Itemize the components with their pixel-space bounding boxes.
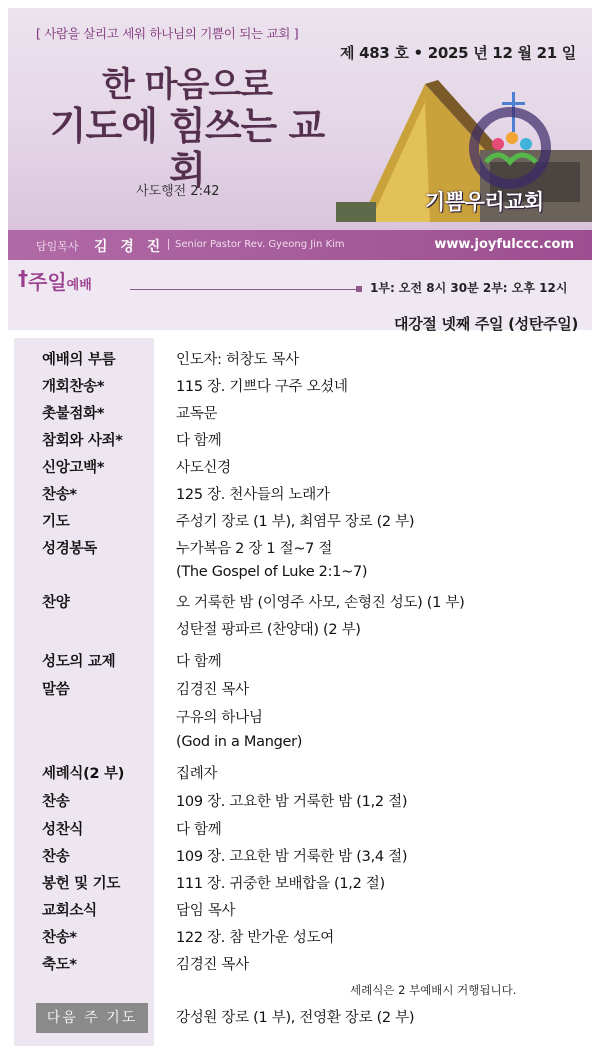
- order-row: [0, 926, 600, 952]
- divider-line: [130, 289, 358, 290]
- pastor-role: 담임목사: [36, 240, 79, 253]
- order-value: (The Gospel of Luke 2:1~7): [176, 564, 368, 580]
- order-row: [0, 402, 600, 428]
- baptism-note: 세례식은 2 부예배시 거행됩니다.: [350, 983, 517, 997]
- order-value: 다 함께: [176, 822, 222, 838]
- headline-line2: 기도에 힘쓰는 교회: [49, 104, 325, 192]
- order-label: 축도*: [42, 957, 77, 973]
- order-label: 예배의 부름: [42, 352, 116, 368]
- order-value: 집례자: [176, 766, 218, 782]
- order-label: 촛불점화*: [42, 406, 105, 422]
- order-label: 봉헌 및 기도: [42, 876, 121, 892]
- order-row: [0, 348, 600, 374]
- service-times: 1부: 오전 8시 30분 2부: 오후 12시: [370, 281, 568, 295]
- order-value: 115 장. 기쁘다 구주 오셨네: [176, 379, 348, 395]
- order-label: 참회와 사죄*: [42, 433, 123, 449]
- order-value: 111 장. 귀중한 보배합을 (1,2 절): [176, 876, 385, 892]
- order-value: 김경진 목사: [176, 682, 249, 698]
- order-row: [0, 953, 600, 979]
- order-row: [0, 456, 600, 482]
- order-row: [0, 734, 600, 760]
- worship-title: [18, 266, 92, 295]
- order-label: 성도의 교제: [42, 654, 116, 670]
- order-label: 찬송*: [42, 487, 77, 503]
- order-row: [0, 678, 600, 704]
- order-value: (God in a Manger): [176, 734, 303, 750]
- order-label: 세례식(2 부): [42, 766, 125, 782]
- order-label: 교회소식: [42, 903, 97, 919]
- order-row: [0, 564, 600, 590]
- order-row: [0, 845, 600, 871]
- order-label: 기도: [42, 514, 70, 530]
- order-row: [0, 618, 600, 644]
- order-value: 다 함께: [176, 433, 222, 449]
- issue-date: 제 483 호 • 2025 년 12 월 21 일: [339, 44, 576, 62]
- logo-figure-icon: [492, 138, 504, 150]
- divider-dot: [356, 286, 362, 292]
- order-row: [0, 899, 600, 925]
- order-label: 신앙고백*: [42, 460, 105, 476]
- next-week-prayer-value: 강성원 장로 (1 부), 전영환 장로 (2 부): [176, 1010, 415, 1026]
- order-row: [0, 790, 600, 816]
- sunday-subtitle: 대강절 넷째 주일 (성탄주일): [394, 315, 578, 333]
- order-value: 109 장. 고요한 밤 거룩한 밤 (1,2 절): [176, 794, 408, 810]
- pastor-english-name: Senior Pastor Rev. Gyeong Jin Kim: [168, 239, 345, 250]
- verse-reference: 사도행전 2:42: [136, 184, 220, 199]
- order-row: [0, 872, 600, 898]
- order-value: 125 장. 천사들의 노래가: [176, 487, 330, 503]
- order-value: 성탄절 팡파르 (찬양대) (2 부): [176, 622, 361, 638]
- order-value: 주성기 장로 (1 부), 최염무 장로 (2 부): [176, 514, 415, 530]
- order-row: [0, 591, 600, 617]
- order-label: 개회찬송*: [42, 379, 105, 395]
- order-label: 찬송: [42, 849, 70, 865]
- cross-mark: †: [18, 266, 28, 290]
- order-label: 찬송: [42, 794, 70, 810]
- order-row: [0, 510, 600, 536]
- website-link[interactable]: www.joyfulccc.com: [434, 237, 574, 252]
- order-row: [0, 537, 600, 563]
- headline: [32, 66, 342, 192]
- order-value: 다 함께: [176, 654, 222, 670]
- order-label: 말씀: [42, 682, 70, 698]
- order-row: [0, 650, 600, 676]
- order-label: 찬송*: [42, 930, 77, 946]
- order-value: 김경진 목사: [176, 957, 249, 973]
- next-week-prayer-label: 다음 주 기도: [36, 1003, 148, 1033]
- order-label: 찬양: [42, 595, 70, 611]
- order-value: 인도자: 허창도 목사: [176, 352, 299, 368]
- worship-title-sub: 예배: [66, 278, 92, 293]
- order-value: 오 거룩한 밤 (이영주 사모, 손형진 성도) (1 부): [176, 595, 465, 611]
- order-value: 교독문: [176, 406, 218, 422]
- order-row: [0, 483, 600, 509]
- order-row: [0, 818, 600, 844]
- order-value: 사도신경: [176, 460, 231, 476]
- order-label: 성찬식: [42, 822, 84, 838]
- church-logo-text: 기쁨우리교회: [425, 190, 544, 214]
- order-row: [0, 375, 600, 401]
- order-label: 성경봉독: [42, 541, 97, 557]
- worship-title-main: 주일: [28, 270, 67, 294]
- order-value: 122 장. 참 반가운 성도여: [176, 930, 334, 946]
- order-value: 담임 목사: [176, 903, 236, 919]
- order-value: 109 장. 고요한 밤 거룩한 밤 (3,4 절): [176, 849, 408, 865]
- pastor-name: 김 경 진: [94, 239, 165, 255]
- order-value: 누가복음 2 장 1 절~7 절: [176, 541, 333, 557]
- pastor-bar: [8, 230, 592, 260]
- order-row: [0, 706, 600, 732]
- headline-line1: 한 마음으로: [101, 65, 273, 105]
- church-tagline: [ 사람을 살리고 세워 하나님의 기쁨이 되는 교회 ]: [36, 26, 299, 41]
- order-row: [0, 762, 600, 788]
- order-value: 구유의 하나님: [176, 710, 263, 726]
- order-row: [0, 429, 600, 455]
